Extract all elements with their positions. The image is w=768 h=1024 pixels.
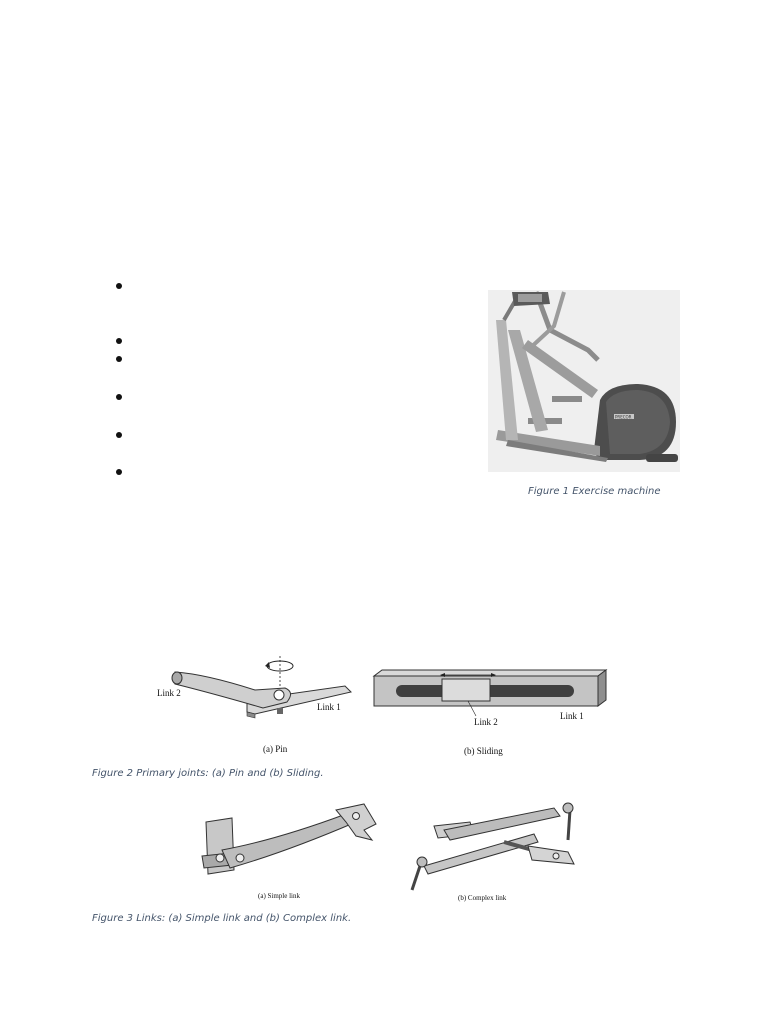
pin-link1-label: Link 1 xyxy=(317,702,341,712)
bullet-4 xyxy=(116,394,122,400)
figure2-caption: Figure 2 Primary joints: (a) Pin and (b) Sliding. xyxy=(92,768,324,779)
sliding-link2-label: Link 2 xyxy=(474,717,498,727)
figure2-sliding-diagram xyxy=(372,664,616,760)
sliding-sub-label: (b) Sliding xyxy=(464,746,503,756)
bullet-1 xyxy=(116,283,122,289)
bullet-5 xyxy=(116,432,122,438)
figure2-pin-diagram xyxy=(155,652,355,760)
simple-link-label: (a) Simple link xyxy=(258,892,300,900)
figure3-simple-link xyxy=(196,800,386,904)
figure3-complex-link xyxy=(404,796,584,904)
pin-sub-label: (a) Pin xyxy=(263,744,288,754)
figure1-image xyxy=(488,290,680,472)
bullet-2 xyxy=(116,338,122,344)
figure1-brand: PRECOR xyxy=(615,414,632,420)
complex-link-label: (b) Complex link xyxy=(458,894,507,902)
pin-link2-label: Link 2 xyxy=(157,688,181,698)
sliding-link1-label: Link 1 xyxy=(560,711,584,721)
bullet-6 xyxy=(116,469,122,475)
bullet-3 xyxy=(116,356,122,362)
figure3-caption: Figure 3 Links: (a) Simple link and (b) Complex link. xyxy=(92,913,352,924)
figure1-caption: Figure 1 Exercise machine xyxy=(528,486,661,497)
